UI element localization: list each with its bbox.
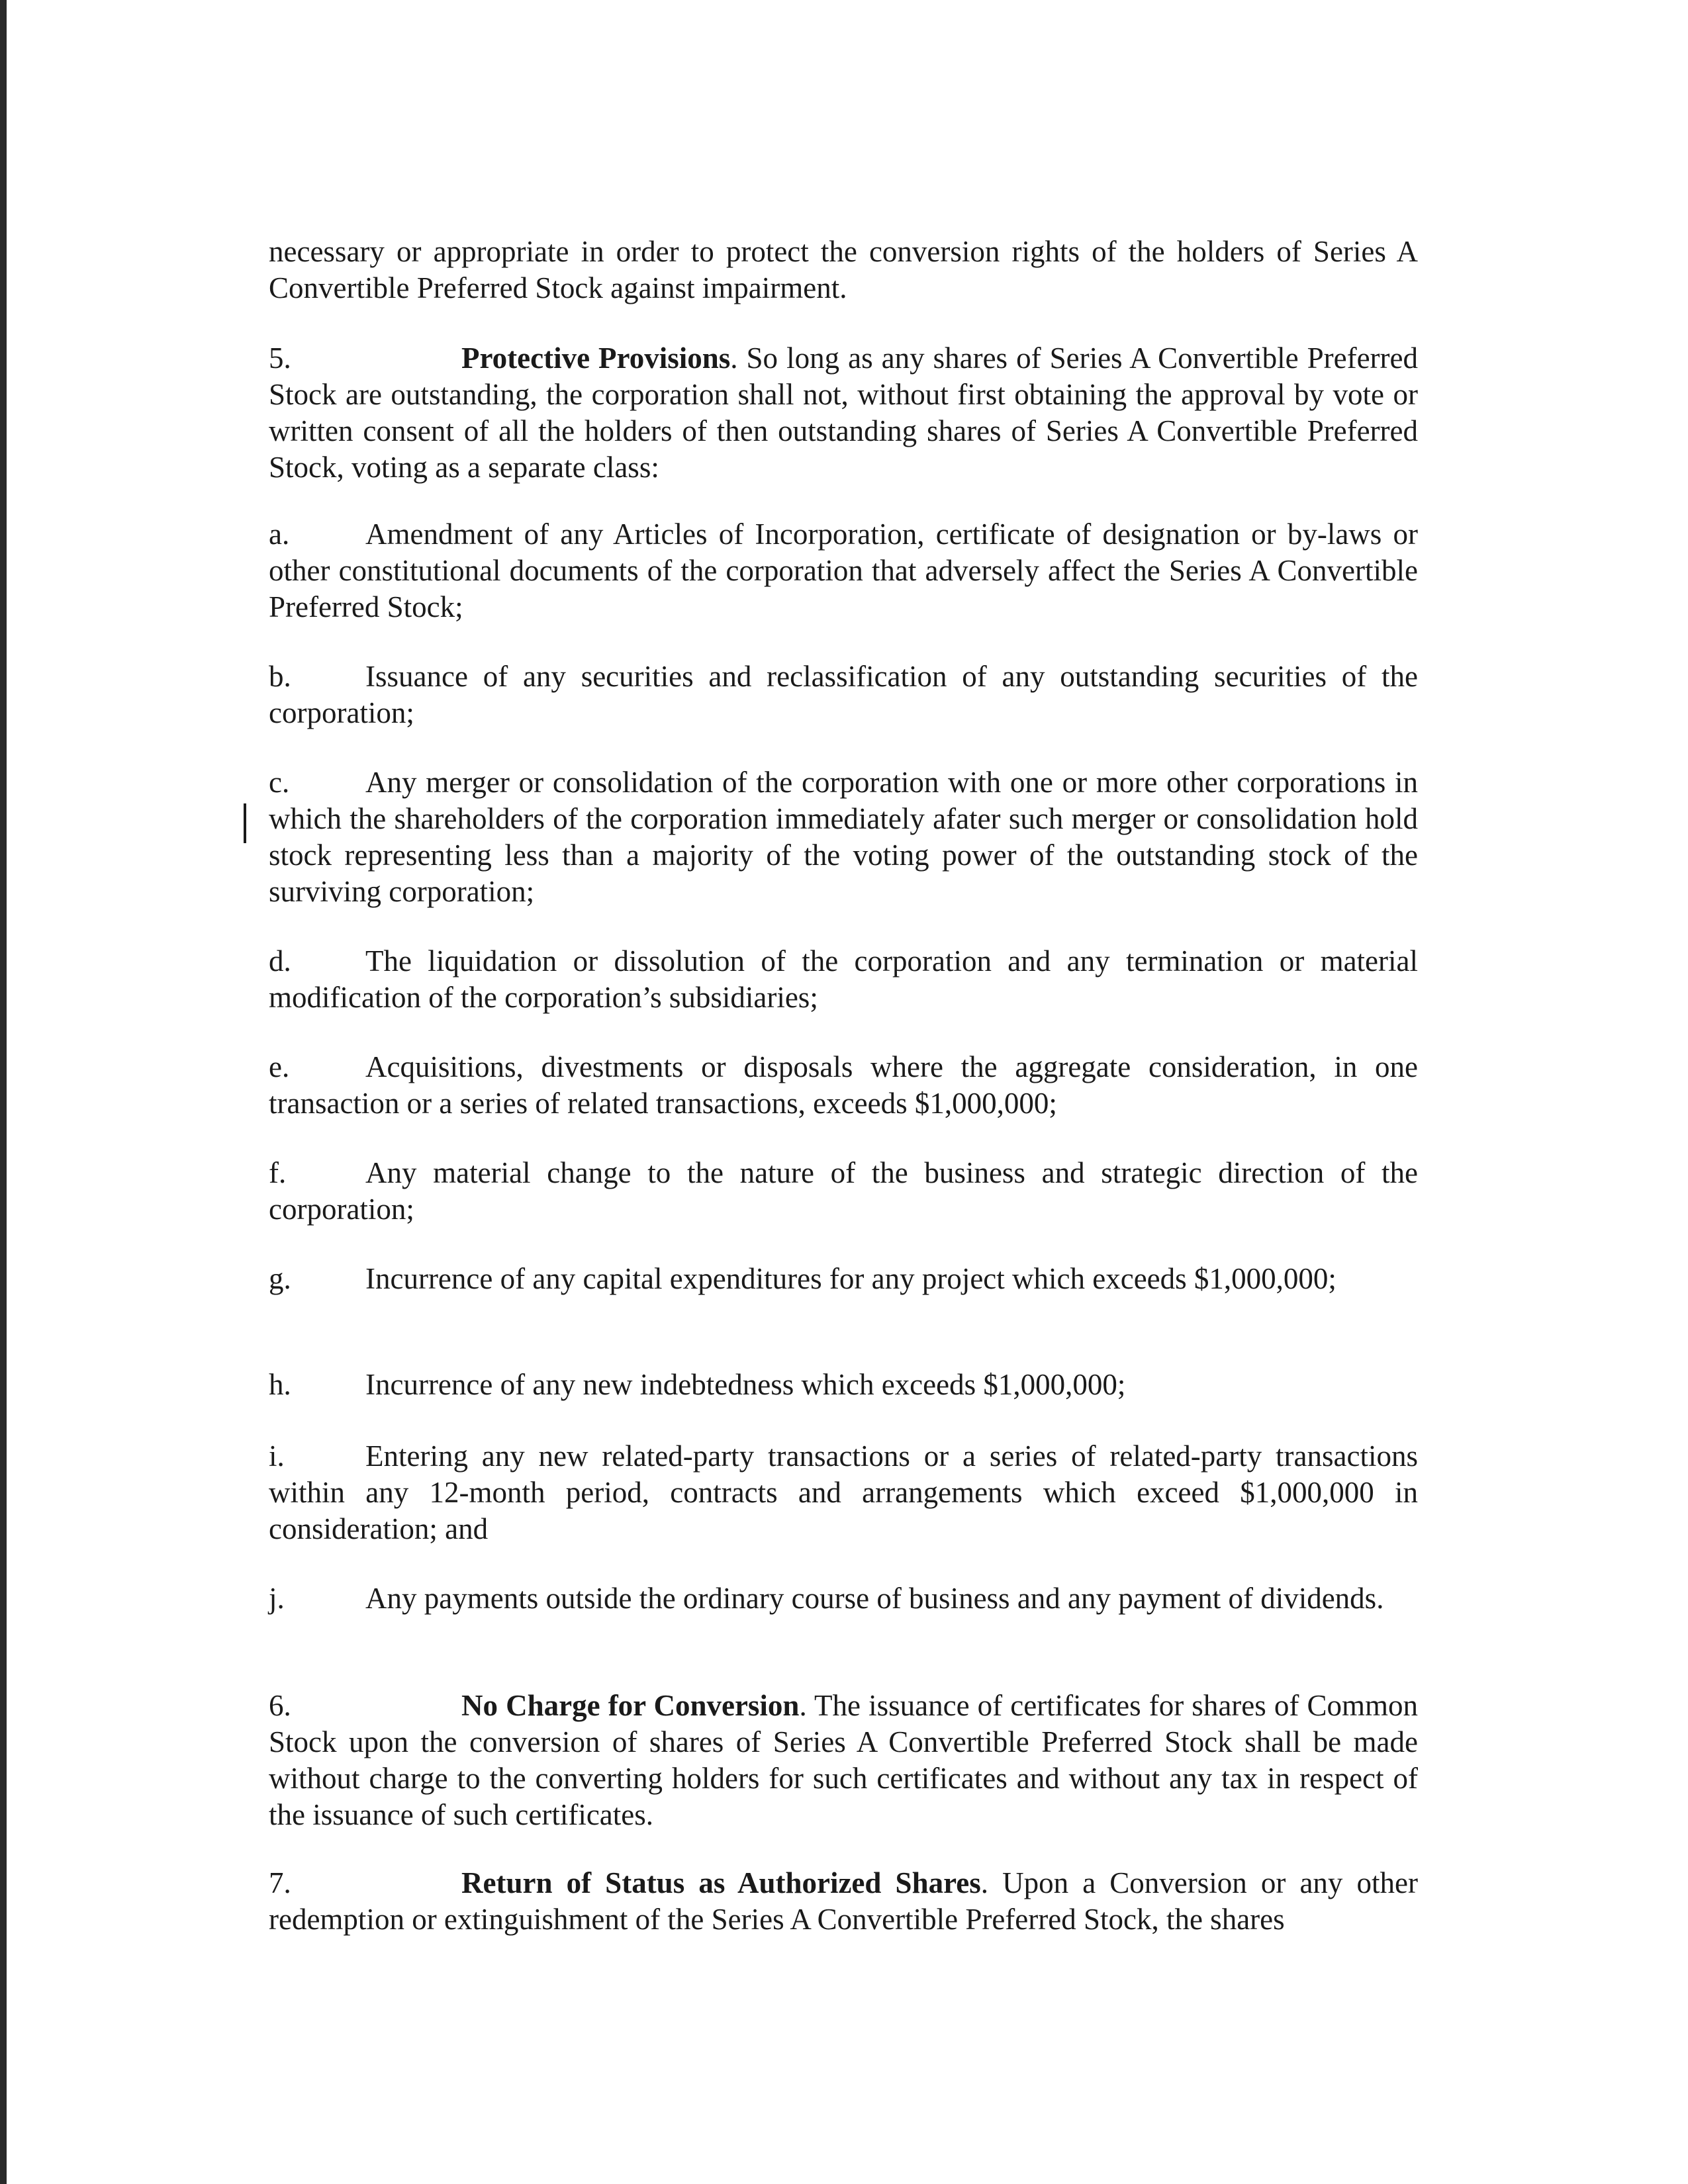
item-label: c. <box>269 766 290 799</box>
section-heading: Protective Provisions <box>461 341 731 375</box>
item-label: j. <box>269 1582 285 1615</box>
list-item <box>269 764 1418 910</box>
scan-edge <box>0 0 7 2184</box>
list-item <box>269 1049 1418 1122</box>
item-text: Entering any new related-party transactions or a series of related-party transactions within any 12-month period, contracts and arrangements which exceed $1,000,000 in consideration; and <box>269 1439 1418 1545</box>
list-item <box>269 1261 1418 1297</box>
item-label: i. <box>269 1439 285 1473</box>
item-text: Amendment of any Articles of Incorporation, certificate of designation or by-laws or other constitutional documents of the corporation that adversely affect the Series A Convertible Preferred Stock; <box>269 518 1418 623</box>
item-text: Any material change to the nature of the business and strategic direction of the corporation; <box>269 1156 1418 1226</box>
item-text: Incurrence of any capital expenditures for any project which exceeds $1,000,000; <box>365 1262 1336 1295</box>
section-number: 5. <box>269 341 291 375</box>
item-label: h. <box>269 1368 291 1401</box>
section-number: 7. <box>269 1866 291 1899</box>
list-item <box>269 516 1418 625</box>
item-text: Issuance of any securities and reclassification of any outstanding securities of the corporation; <box>269 660 1418 729</box>
revision-bar <box>244 803 246 843</box>
item-label: g. <box>269 1262 291 1295</box>
section-heading: No Charge for Conversion <box>461 1689 800 1722</box>
list-item <box>269 1580 1418 1617</box>
item-label: a. <box>269 518 290 551</box>
section-5 <box>269 340 1418 486</box>
section-text: . The issuance of certificates for shares of Common Stock upon the conversion of shares of Series A Convertible Preferred Stock shall be made without charge to the converting holders for such certificates and without any tax in respect of the issuance of such certificates. <box>269 1689 1418 1831</box>
list-item <box>269 1155 1418 1228</box>
item-label: e. <box>269 1050 290 1083</box>
item-text: Any payments outside the ordinary course of business and any payment of dividends. <box>365 1582 1384 1615</box>
list-item <box>269 659 1418 731</box>
section-text: . So long as any shares of Series A Convertible Preferred Stock are outstanding, the corporation shall not, without first obtaining the approval by vote or written consent of all the holders of then outstanding shares of Series A Convertible Preferred Stock, voting as a separate class: <box>269 341 1418 484</box>
section-number: 6. <box>269 1689 291 1722</box>
list-item <box>269 1438 1418 1547</box>
continuation-paragraph <box>269 234 1418 306</box>
item-label: f. <box>269 1156 287 1189</box>
list-item <box>269 943 1418 1016</box>
continuation-text: necessary or appropriate in order to protect the conversion rights of the holders of Series A Convertible Preferred Stock against impairment. <box>269 235 1418 304</box>
section-text: . Upon a Conversion or any other redemption or extinguishment of the Series A Convertible Preferred Stock, the shares <box>269 1866 1419 1936</box>
item-text: Any merger or consolidation of the corporation with one or more other corporations in which the shareholders of the corporation immediately afater such merger or consolidation hold stock representing less than a majority of the voting power of the outstanding stock of the surviving corporation; <box>269 766 1418 908</box>
section-6 <box>269 1688 1418 1833</box>
item-label: d. <box>269 944 291 978</box>
item-text: Incurrence of any new indebtedness which exceeds $1,000,000; <box>365 1368 1126 1401</box>
list-item <box>269 1367 1418 1403</box>
item-text: The liquidation or dissolution of the corporation and any termination or material modification of the corporation’s subsidiaries; <box>269 944 1418 1014</box>
section-heading: Return of Status as Authorized Shares <box>461 1866 981 1899</box>
item-label: b. <box>269 660 291 693</box>
item-text: Acquisitions, divestments or disposals where the aggregate consideration, in one transaction or a series of related transactions, exceeds $1,000,000; <box>269 1050 1418 1120</box>
section-7 <box>269 1865 1418 1938</box>
